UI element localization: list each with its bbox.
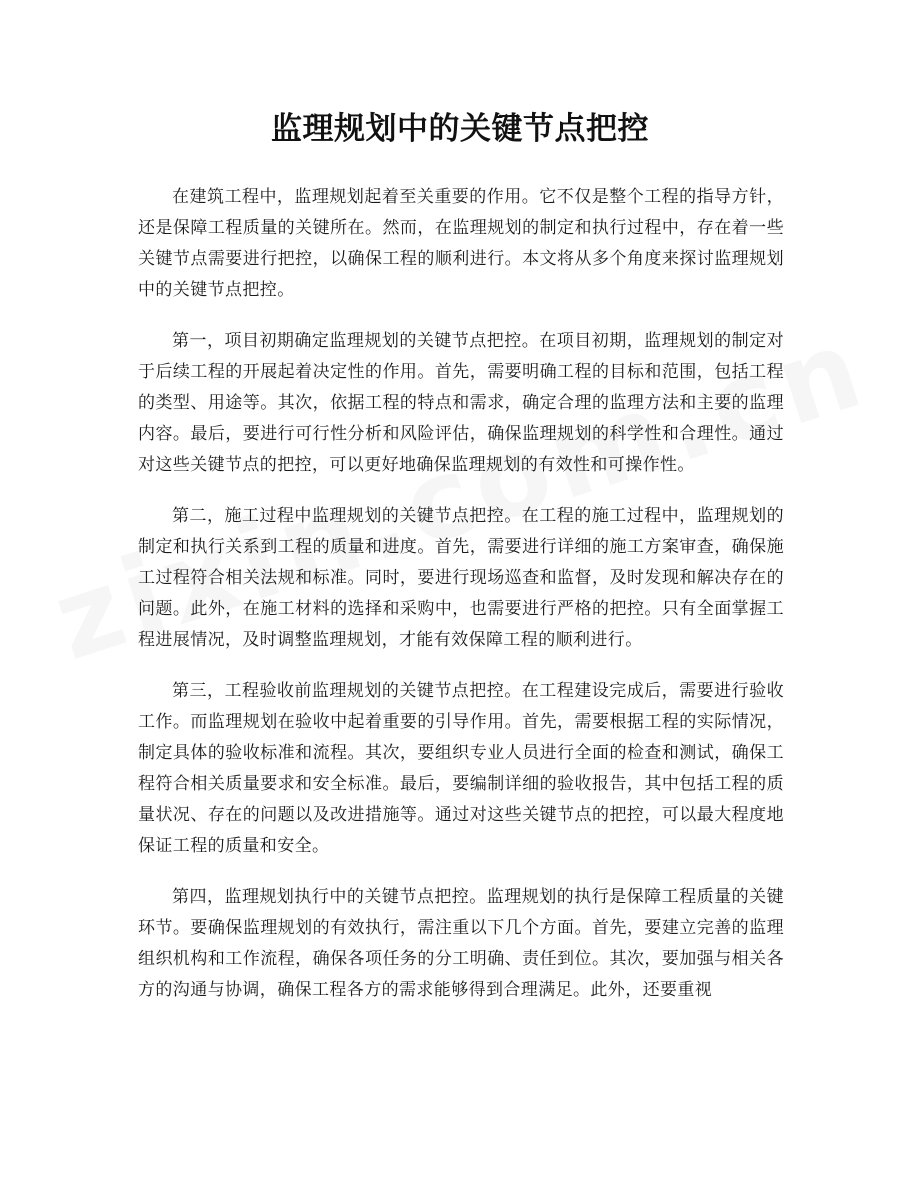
- paragraph-second-point: 第二，施工过程中监理规划的关键节点把控。在工程的施工过程中，监理规划的制定和执行关系到工程的质量和进度。首先，需要进行详细的施工方案审查，确保施工过程符合相关法规和标准。同时，要进行现场巡查和监督，及时发现和解决存在的问题。此外，在施工材料的选择和采购中，也需要进行严格的把控。只有全面掌握工程进展情况，及时调整监理规划，才能有效保障工程的顺利进行。: [138, 506, 784, 650]
- document-title: 监理规划中的关键节点把控: [271, 111, 649, 147]
- paragraph-first-point: 第一，项目初期确定监理规划的关键节点把控。在项目初期，监理规划的制定对于后续工程的开展起着决定性的作用。首先，需要明确工程的目标和范围，包括工程的类型、用途等。其次，依据工程的特点和需求，确定合理的监理方法和主要的监理内容。最后，要进行可行性分析和风险评估，确保监理规划的科学性和合理性。通过对这些关键节点的把控，可以更好地确保监理规划的有效性和可操作性。: [138, 331, 784, 475]
- document-body: [138, 182, 784, 1026]
- paragraph-intro: 在建筑工程中，监理规划起着至关重要的作用。它不仅是整个工程的指导方针，还是保障工程质量的关键所在。然而，在监理规划的制定和执行过程中，存在着一些关键节点需要进行把控，以确保工程的顺利进行。本文将从多个角度来探讨监理规划中的关键节点把控。: [138, 187, 784, 300]
- paragraph-third-point: 第三，工程验收前监理规划的关键节点把控。在工程建设完成后，需要进行验收工作。而监理规划在验收中起着重要的引导作用。首先，需要根据工程的实际情况，制定具体的验收标准和流程。其次，要组织专业人员进行全面的检查和测试，确保工程符合相关质量要求和安全标准。最后，要编制详细的验收报告，其中包括工程的质量状况、存在的问题以及改进措施等。通过对这些关键节点的把控，可以最大程度地保证工程的质量和安全。: [138, 681, 784, 856]
- paragraph-fourth-point: 第四，监理规划执行中的关键节点把控。监理规划的执行是保障工程质量的关键环节。要确保监理规划的有效执行，需注重以下几个方面。首先，要建立完善的监理组织机构和工作流程，确保各项任务的分工明确、责任到位。其次，要加强与相关各方的沟通与协调，确保工程各方的需求能够得到合理满足。此外，还要重视: [138, 887, 784, 1000]
